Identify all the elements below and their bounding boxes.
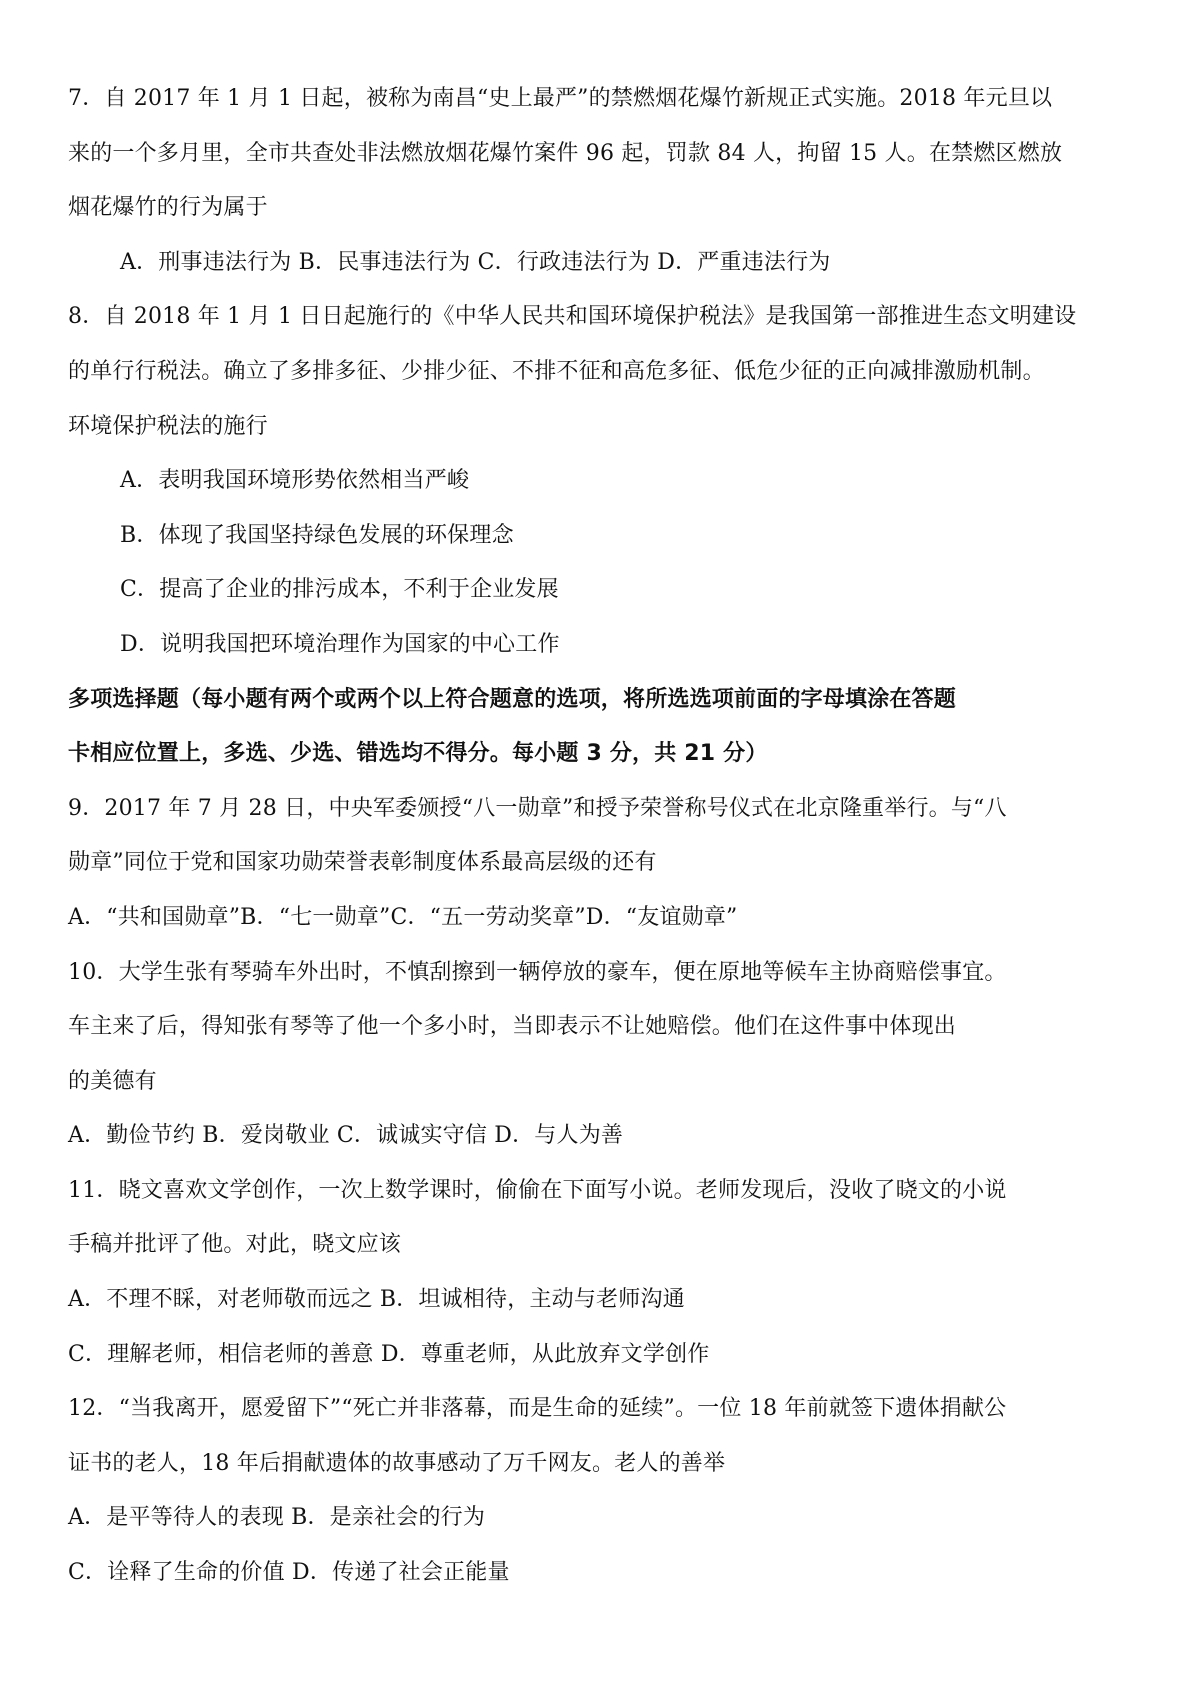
question-8-stem-line-2: 的单行行税法。确立了多排多征、少排少征、不排不征和高危多征、低危少征的正向减排激励机制。 — [68, 358, 1045, 384]
question-7-stem-line-3: 烟花爆竹的行为属于 — [68, 195, 268, 221]
question-9-options: A．“共和国勋章”B．“七一勋章”C．“五一劳动奖章”D．“友谊勋章” — [68, 904, 738, 930]
question-9-stem-line-2: 勋章”同位于党和国家功勋荣誉表彰制度体系最高层级的还有 — [68, 850, 657, 876]
question-8-stem-line-1: 8．自 2018 年 1 月 1 日日起施行的《中华人民共和国环境保护税法》是我国第一部推进生态文明建设 — [68, 304, 1077, 330]
question-11-options-line-2: C．理解老师，相信老师的善意 D．尊重老师，从此放弃文学创作 — [68, 1341, 710, 1367]
section-header-line-2: 卡相应位置上，多选、少选、错选均不得分。每小题 3 分，共 21 分） — [68, 741, 768, 767]
question-8-option-c: C．提高了企业的排污成本，不利于企业发展 — [120, 577, 559, 603]
question-10-options: A．勤俭节约 B．爱岗敬业 C．诚诚实守信 D．与人为善 — [68, 1123, 624, 1149]
question-8-option-d: D．说明我国把环境治理作为国家的中心工作 — [120, 631, 560, 657]
question-10-stem-line-3: 的美德有 — [68, 1068, 157, 1094]
question-8-option-a: A．表明我国环境形势依然相当严峻 — [120, 468, 470, 494]
question-8-stem-line-3: 环境保护税法的施行 — [68, 413, 268, 439]
question-12-options-line-1: A．是平等待人的表现 B．是亲社会的行为 — [68, 1505, 486, 1531]
question-10-stem-line-2: 车主来了后，得知张有琴等了他一个多小时，当即表示不让她赔偿。他们在这件事中体现出 — [68, 1014, 957, 1040]
question-8-option-b: B．体现了我国坚持绿色发展的环保理念 — [120, 522, 514, 548]
question-12-options-line-2: C．诠释了生命的价值 D．传递了社会正能量 — [68, 1560, 510, 1586]
question-7-stem-line-1: 7．自 2017 年 1 月 1 日起，被称为南昌“史上最严”的禁燃烟花爆竹新规正式实施。2018 年元旦以 — [68, 86, 1053, 111]
section-header-line-1: 多项选择题（每小题有两个或两个以上符合题意的选项，将所选选项前面的字母填涂在答题 — [68, 686, 957, 712]
question-11-options-line-1: A．不理不睬，对老师敬而远之 B．坦诚相待，主动与老师沟通 — [68, 1287, 685, 1313]
question-10 — [68, 958, 1148, 1152]
multiple-choice-section-header — [68, 685, 1148, 770]
question-7-options: A．刑事违法行为 B．民事违法行为 C．行政违法行为 D．严重违法行为 — [120, 249, 831, 275]
question-7 — [68, 84, 1148, 278]
question-9 — [68, 794, 1148, 933]
question-7-stem-line-2: 来的一个多月里，全市共查处非法燃放烟花爆竹案件 96 起，罚款 84 人，拘留 15 人。在禁燃区燃放 — [68, 140, 1063, 166]
question-12-stem-line-2: 证书的老人，18 年后捐献遗体的故事感动了万千网友。老人的善举 — [68, 1450, 726, 1476]
question-8 — [68, 302, 1148, 660]
question-12-stem-line-1: 12．“当我离开，愿爱留下”“死亡并非落幕，而是生命的延续”。一位 18 年前就签下遗体捐献公 — [68, 1396, 1007, 1422]
question-10-stem-line-1: 10．大学生张有琴骑车外出时，不慎刮擦到一辆停放的豪车，便在原地等候车主协商赔偿事宜。 — [68, 959, 1007, 985]
question-11-stem-line-2: 手稿并批评了他。对此，晓文应该 — [68, 1232, 402, 1258]
question-12 — [68, 1394, 1148, 1588]
exam-page — [68, 84, 1148, 1613]
question-11-stem-line-1: 11．晓文喜欢文学创作，一次上数学课时，偷偷在下面写小说。老师发现后，没收了晓文的小说 — [68, 1177, 1007, 1203]
question-11 — [68, 1176, 1148, 1370]
question-9-stem-line-1: 9．2017 年 7 月 28 日，中央军委颁授“八一勋章”和授予荣誉称号仪式在北京隆重举行。与“八 — [68, 795, 1007, 821]
